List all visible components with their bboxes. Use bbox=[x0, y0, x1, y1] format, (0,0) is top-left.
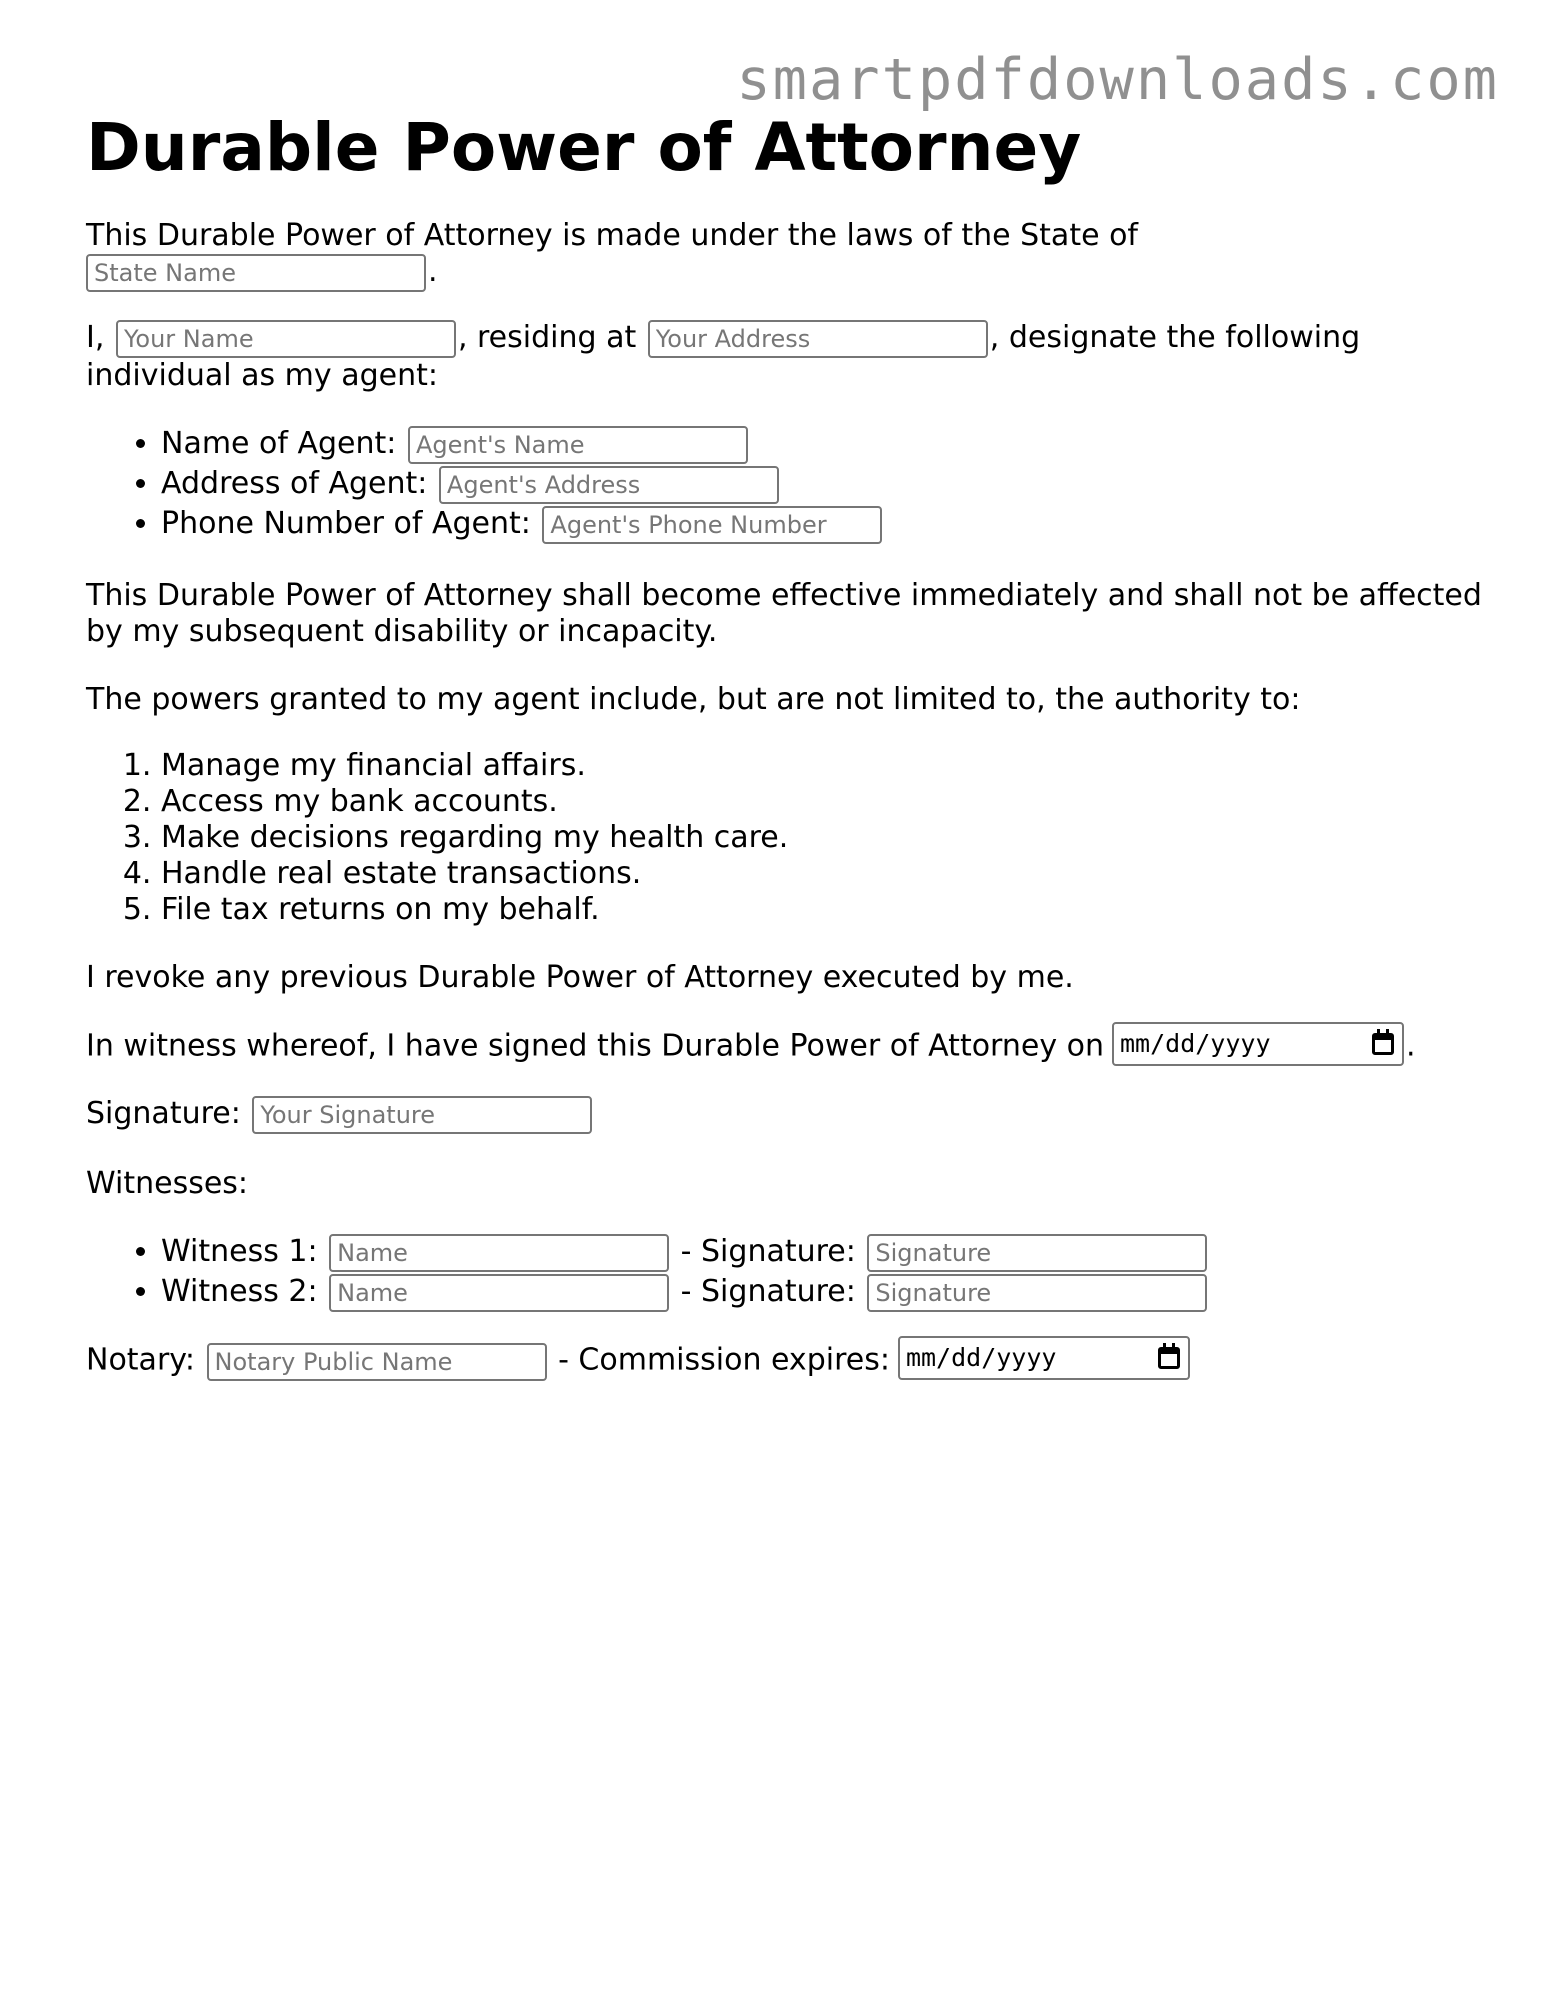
list-item: 3. Make decisions regarding my health care. bbox=[161, 820, 1486, 856]
signature-row bbox=[86, 1096, 1486, 1134]
calendar-icon[interactable] bbox=[1158, 1347, 1180, 1369]
signing-date-input[interactable] bbox=[1112, 1022, 1404, 1066]
witness-2-name-input[interactable] bbox=[329, 1274, 669, 1312]
agent-phone-label: Phone Number of Agent: bbox=[161, 506, 531, 541]
agent-details-list bbox=[86, 424, 1486, 544]
witness-2-signature-label: - Signature: bbox=[680, 1274, 856, 1309]
list-item bbox=[161, 424, 1486, 464]
agent-name-label: Name of Agent: bbox=[161, 426, 397, 461]
witness-2-signature-input[interactable] bbox=[867, 1274, 1207, 1312]
intro-period: . bbox=[428, 254, 438, 289]
commission-date-input[interactable] bbox=[898, 1336, 1190, 1380]
witness-2-label: Witness 2: bbox=[161, 1274, 318, 1309]
agent-phone-input[interactable] bbox=[542, 506, 882, 544]
list-item: 5. File tax returns on my behalf. bbox=[161, 892, 1486, 928]
witness-list bbox=[86, 1232, 1486, 1312]
watermark: smartpdfdownloads.com bbox=[736, 47, 1499, 113]
designation-suffix: , designate the following individual as my agent: bbox=[86, 320, 1361, 393]
list-item bbox=[161, 1272, 1486, 1312]
date-placeholder: mm/dd/yyyy bbox=[905, 1343, 1057, 1372]
list-item: 1. Manage my financial affairs. bbox=[161, 748, 1486, 784]
revoke-paragraph: I revoke any previous Durable Power of Attorney executed by me. bbox=[86, 960, 1074, 995]
list-item bbox=[161, 504, 1486, 544]
witness-statement bbox=[86, 1028, 1486, 1066]
state-name-input[interactable] bbox=[86, 254, 426, 292]
intro-text: This Durable Power of Attorney is made under the laws of the State of bbox=[86, 218, 1138, 253]
signature-label: Signature: bbox=[86, 1096, 241, 1131]
your-name-input[interactable] bbox=[116, 320, 456, 358]
witness-statement-period: . bbox=[1406, 1028, 1416, 1064]
list-item: 4. Handle real estate transactions. bbox=[161, 856, 1486, 892]
list-item bbox=[161, 1232, 1486, 1272]
witness-1-label: Witness 1: bbox=[161, 1234, 318, 1269]
witness-1-name-input[interactable] bbox=[329, 1234, 669, 1272]
list-item: 2. Access my bank accounts. bbox=[161, 784, 1486, 820]
document-body bbox=[86, 108, 1486, 1381]
date-placeholder: mm/dd/yyyy bbox=[1120, 1029, 1271, 1058]
residing-text: , residing at bbox=[457, 320, 637, 355]
signature-input[interactable] bbox=[252, 1096, 592, 1134]
witness-statement-text: In witness whereof, I have signed this Durable Power of Attorney on bbox=[86, 1028, 1104, 1064]
agent-address-input[interactable] bbox=[439, 466, 779, 504]
agent-address-label: Address of Agent: bbox=[161, 466, 428, 501]
witness-1-signature-label: - Signature: bbox=[680, 1234, 856, 1269]
notary-row bbox=[86, 1342, 1486, 1381]
witnesses-heading: Witnesses: bbox=[86, 1166, 249, 1201]
commission-label: - Commission expires: bbox=[558, 1342, 890, 1378]
witness-1-signature-input[interactable] bbox=[867, 1234, 1207, 1272]
list-item bbox=[161, 464, 1486, 504]
your-address-input[interactable] bbox=[648, 320, 988, 358]
powers-intro: The powers granted to my agent include, but are not limited to, the authority to: bbox=[86, 682, 1301, 717]
designation-prefix: I, bbox=[86, 320, 105, 355]
effective-paragraph: This Durable Power of Attorney shall become effective immediately and shall not be affected by my subsequent disability or incapacity. bbox=[86, 578, 1482, 649]
notary-label: Notary: bbox=[86, 1342, 195, 1378]
notary-name-input[interactable] bbox=[207, 1343, 547, 1381]
powers-list bbox=[86, 748, 1486, 928]
agent-name-input[interactable] bbox=[408, 426, 748, 464]
designation-paragraph bbox=[86, 320, 1486, 394]
page-title: Durable Power of Attorney bbox=[86, 109, 1082, 186]
calendar-icon[interactable] bbox=[1372, 1033, 1394, 1055]
intro-paragraph bbox=[86, 218, 1486, 292]
